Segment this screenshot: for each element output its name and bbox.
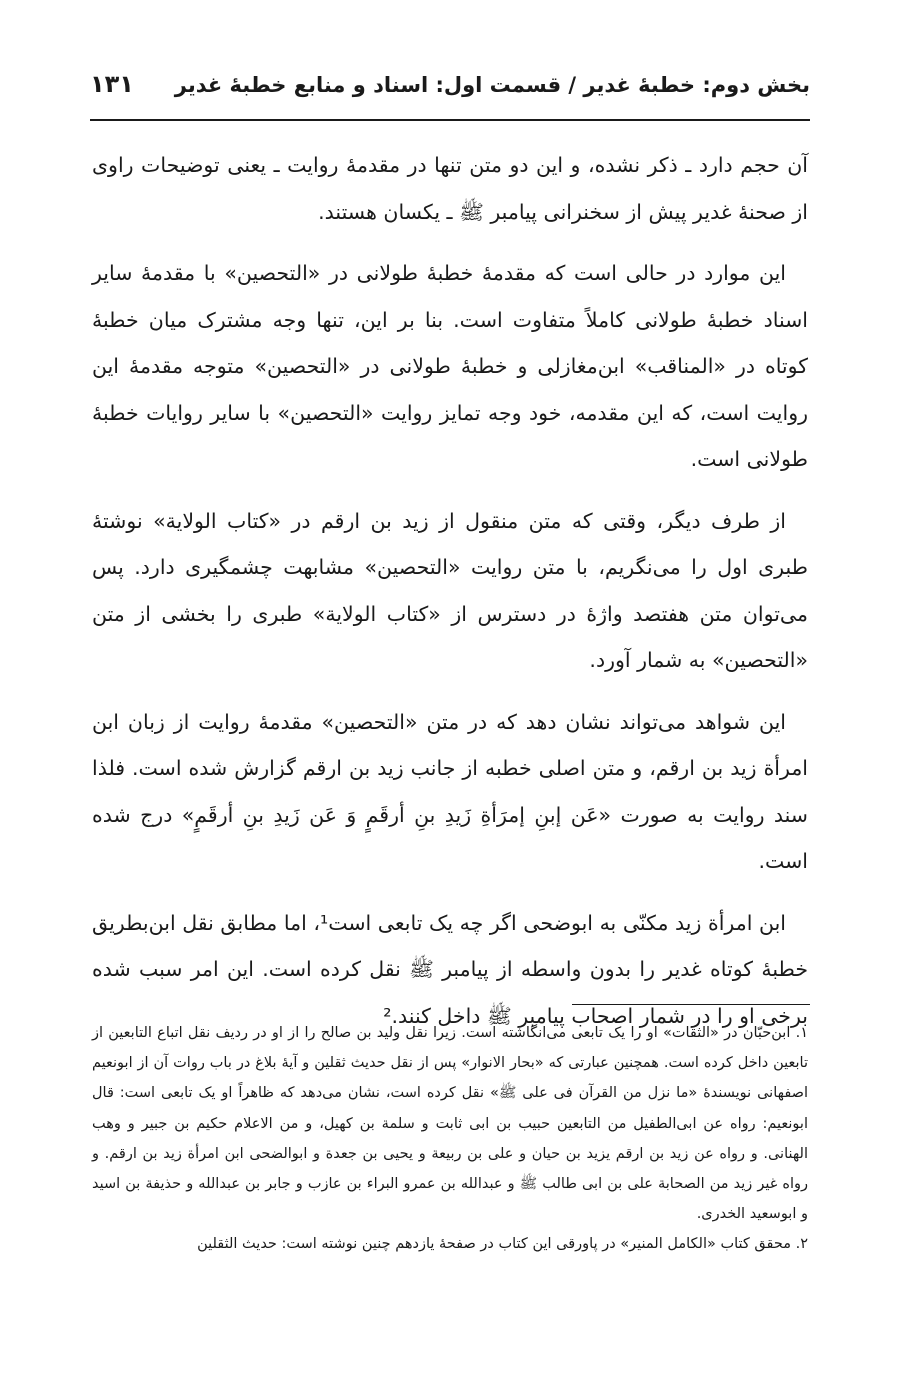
paragraph: از طرف دیگر، وقتی که متن منقول از زید بن ارقم در «کتاب الولایة» نوشتهٔ طبری اول را می‌نگریم، با متن روایت «التحصین» مشابهت چشمگیری دارد. پس می‌توان متن هفتصد واژهٔ در دسترس از «کتاب الولایة» طبری را بخشی از متن «التحصین» به شمار آورد. — [92, 508, 808, 672]
paragraph: این شواهد می‌تواند نشان دهد که در متن «التحصین» مقدمهٔ روایت از زبان ابن امرأة زید بن ارقم، و متن اصلی خطبه از جانب زید بن ارقم گزارش شده است. فلذا سند روایت به صورت «عَن إبنِ إمرَأةِ زَیدِ بنِ أرقَمٍ وَ عَن زَیدِ بنِ أرقَمٍ» درج شده است. — [92, 709, 808, 873]
footnotes — [92, 1018, 808, 1260]
footnote-divider — [572, 1004, 810, 1005]
header-divider — [90, 119, 810, 121]
page-number: ۱۳۱ — [90, 70, 134, 98]
footnote: ۲. محقق کتاب «الکامل المنیر» در پاورقی این کتاب در صفحهٔ یازدهم چنین نوشته است: حدیث الثقلین — [197, 1236, 808, 1253]
main-text — [92, 142, 808, 1054]
paragraph: این موارد در حالی است که مقدمهٔ خطبهٔ طولانی در «التحصین» با مقدمهٔ سایر اسناد خطبهٔ طولانی کاملاً متفاوت است. بنا بر این، تنها وجه مشترک میان خطبهٔ کوتاه در «المناقب» ابن‌مغازلی و خطبهٔ طولانی در «التحصین» متوجه مقدمهٔ این روایت است، که این مقدمه، خود وجه تمایز روایت «التحصین» با سایر روایات خطبهٔ طولانی است. — [92, 261, 808, 471]
page-header — [90, 70, 810, 98]
paragraph: آن حجم دارد ـ ذکر نشده، و این دو متن تنها در مقدمهٔ روایت ـ یعنی توضیحات راوی از صحنهٔ غدیر پیش از سخنرانی پیامبر ﷺ ـ یکسان هستند. — [92, 153, 808, 224]
footnote: ۱. ابن‌حبّان در «الثقات» او را یک تابعی می‌انگاشته است. زیرا نقل ولید بن صالح را از او در ردیف نقل اتباع التابعین از تابعین داخل کرده است. همچنین عبارتی که «بحار الانوار» پس از نقل حدیث ثقلین و آیهٔ بلاغ در باب روات آن از ابونعیم اصفهانی نویسندهٔ «ما نزل من القرآن فی علی ﷺ» نقل کرده است، نشان می‌دهد که ظاهراً او یک تابعی است: قال ابونعیم: رواه عن ابی‌الطفیل من التابعین حبیب بن ابی ثابت و سلمة بن کهیل، و من الاعلام حکیم بن جبیر و وهب الهنانی. و رواه عن زید بن ارقم یزید بن حیان و علی بن ربیعة و یحیی بن جعدة و ابوالضحی ابن امرأة زید بن ارقم. و رواه غیر زید من الصحابة علی بن ابی طالب ﷺ و عبدالله بن عمرو البراء بن عازب و جابر بن عبدالله و حذیفة بن اسید و ابوسعید الخدری. — [92, 1025, 808, 1223]
paragraph: ابن امرأة زید مکنّی به ابوضحی اگر چه یک تابعی است¹، اما مطابق نقل ابن‌بطریق خطبهٔ کوتاه غدیر را بدون واسطه از پیامبر ﷺ نقل کرده است. این امر سبب شده برخی او را در شمار اصحاب پیامبر ﷺ داخل کنند.² — [92, 910, 808, 1028]
running-title: بخش دوم: خطبهٔ غدیر / قسمت اول: اسناد و منابع خطبهٔ غدیر — [174, 73, 810, 97]
